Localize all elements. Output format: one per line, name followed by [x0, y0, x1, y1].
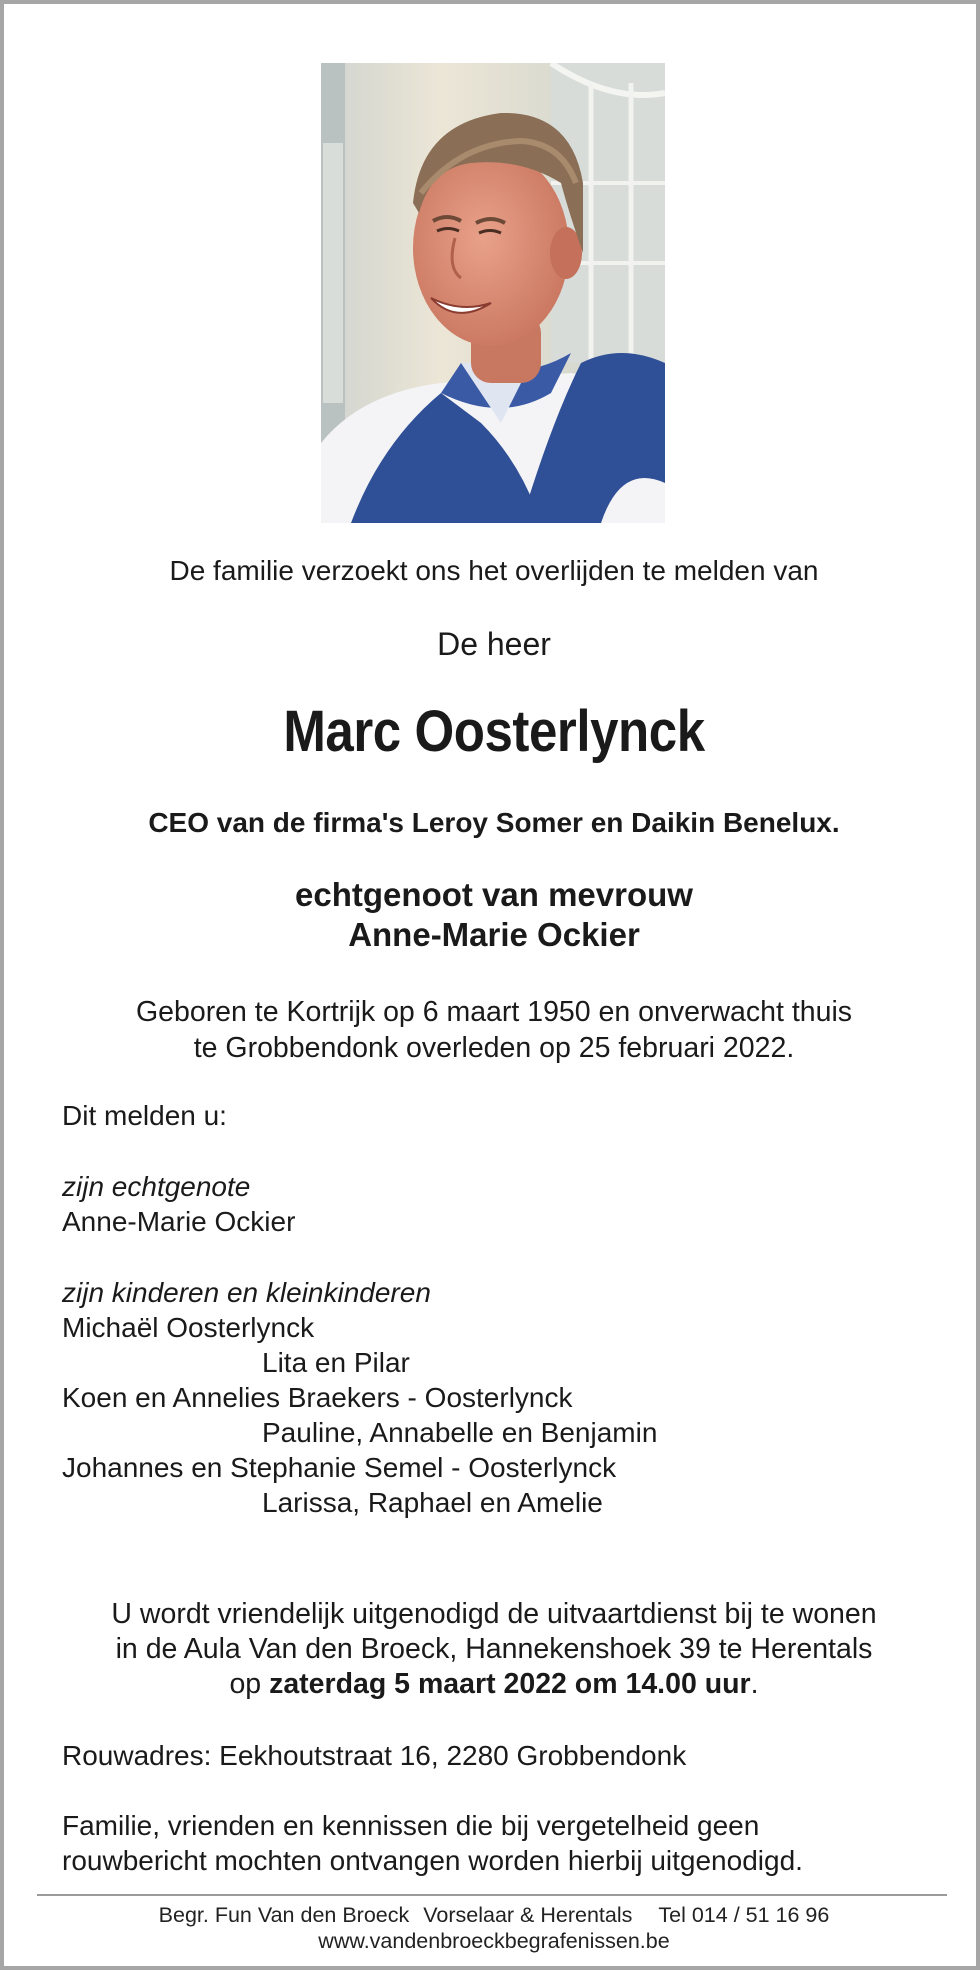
portrait-photo	[321, 63, 665, 523]
intro-text: De familie verzoekt ons het overlijden te melden van	[169, 555, 819, 586]
funeral-home-phone: Tel 014 / 51 16 96	[658, 1903, 830, 1927]
invitation-line-1: Familie, vrienden en kennissen die bij vergetelheid geen	[62, 1810, 760, 1841]
honorific: De heer	[437, 626, 551, 662]
family-heading: Dit melden u:	[62, 1100, 227, 1131]
family-line: Johannes en Stephanie Semel - Oosterlynck	[62, 1452, 617, 1483]
funeral-home-name: Begr. Fun Van den Broeck	[158, 1903, 410, 1927]
family-line: Lita en Pilar	[262, 1347, 410, 1378]
service-date-time: zaterdag 5 maart 2022 om 14.00 uur	[269, 1668, 751, 1700]
family-line: Michaël Oosterlynck	[62, 1312, 315, 1343]
footer-divider	[37, 1894, 947, 1896]
mourning-address: Rouwadres: Eekhoutstraat 16, 2280 Grobbendonk	[62, 1740, 687, 1771]
service-prefix: op	[229, 1668, 270, 1700]
portrait-illustration	[321, 63, 665, 523]
service-line-3	[4, 1666, 980, 1702]
funeral-home-info	[4, 1902, 980, 1928]
service-suffix: .	[750, 1668, 759, 1700]
spouse-name: Anne-Marie Ockier	[348, 916, 640, 953]
invitation-line-2: rouwbericht mochten ontvangen worden hierbij uitgenodigd.	[62, 1845, 803, 1876]
funeral-home-website: www.vandenbroeckbegrafenissen.be	[318, 1929, 670, 1953]
service-line-1: U wordt vriendelijk uitgenodigd de uitvaartdienst bij te wonen	[111, 1598, 877, 1630]
spouse-label: zijn echtgenote	[62, 1171, 251, 1202]
children-label: zijn kinderen en kleinkinderen	[62, 1277, 431, 1308]
funeral-home-locations: Vorselaar & Herentals	[423, 1903, 633, 1927]
deceased-role: CEO van de firma's Leroy Somer en Daikin Benelux.	[148, 807, 840, 838]
family-line: Larissa, Raphael en Amelie	[262, 1487, 603, 1518]
family-spouse-name: Anne-Marie Ockier	[62, 1206, 296, 1237]
birth-death-line-1: Geboren te Kortrijk op 6 maart 1950 en onverwacht thuis	[135, 996, 853, 1028]
service-line-2: in de Aula Van den Broeck, Hannekenshoek 39 te Herentals	[115, 1633, 873, 1665]
deceased-name: Marc Oosterlynck	[283, 699, 705, 764]
family-line: Koen en Annelies Braekers - Oosterlynck	[62, 1382, 573, 1413]
birth-death-line-2: te Grobbendonk overleden op 25 februari 2022.	[193, 1032, 795, 1064]
spouse-intro: echtgenoot van mevrouw	[295, 876, 693, 913]
family-line: Pauline, Annabelle en Benjamin	[262, 1417, 658, 1448]
